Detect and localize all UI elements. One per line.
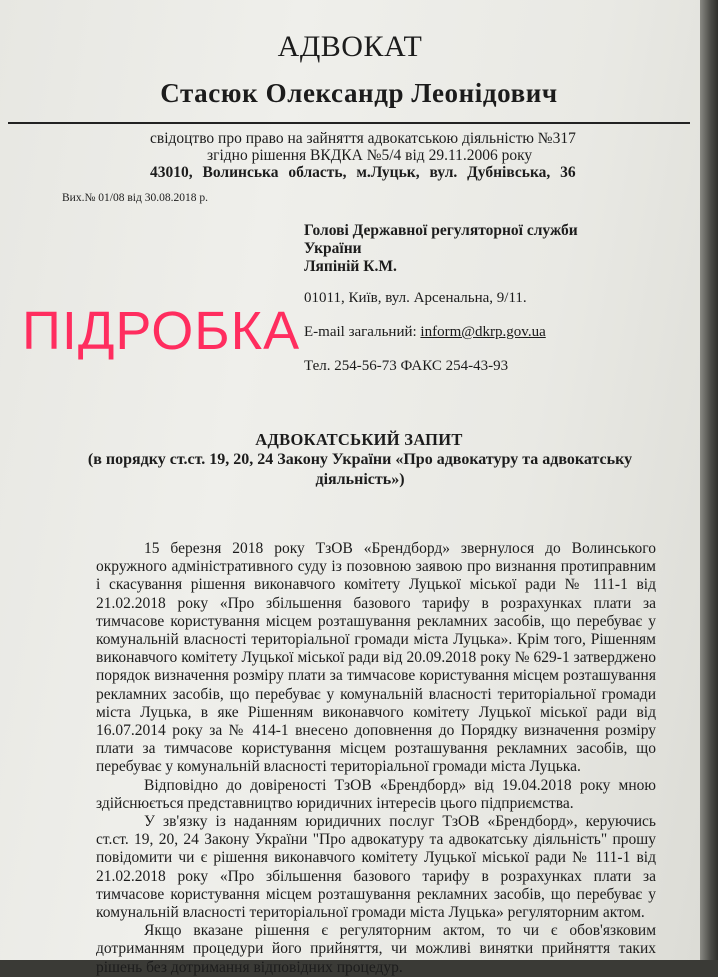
request-subtitle: (в порядку ст.ст. 19, 20, 24 Закону України «Про адвокатуру та адвокатську діяльність») — [87, 451, 633, 488]
paragraph: Відповідно до довіреності ТзОВ «Брендборд» від 19.04.2018 року мною здійснюється представництво юридичних інтересів цього підприємства. — [96, 776, 656, 812]
header-divider — [8, 122, 690, 124]
background-edge — [700, 0, 718, 960]
email-label: E-mail загальний: — [304, 324, 421, 340]
certificate-decision-line: згідно рішення ВКДКА №5/4 від 29.11.2006 року — [207, 147, 533, 164]
addressee-block — [304, 222, 604, 276]
lawyer-name: Стасюк Олександр Леонідович — [160, 78, 558, 108]
paragraph: У зв'язку із наданням юридичних послуг ТзОВ «Брендборд», керуючись ст.ст. 19, 20, 24 Закону України "Про адвокатуру та адвокатську діяльність" прошу повідомити чи є рішення виконавчого комітету Луцької міської ради № 111-1 від 21.02.2018 року «Про збільшення базового тарифу в розрахунках плати за тимчасове користування місцем розташування рекламних засобів, що перебуває у комунальній власності територіальної громади міста Луцька» регуляторним актом. — [96, 813, 656, 922]
addressee-country: України — [304, 240, 362, 257]
addressee-address: 01011, Київ, вул. Арсенальна, 9/11. — [304, 290, 527, 306]
paragraph: 15 березня 2018 року ТзОВ «Брендборд» звернулося до Волинського окружного адміністративного суду із позовною заявою про визнання протиправним і скасування рішення виконавчого комітету Луцької міської ради № 111-1 від 21.02.2018 року «Про збільшення базового тарифу в розрахунках плати за тимчасове користування місцем розташування рекламних засобів, що перебуває у комунальній власності територіальної громади міста Луцька». Крім того, Рішенням виконавчого комітету Луцької міської ради від 20.09.2018 року № 629-1 затверджено порядок визначення розміру плати за тимчасове користування місцем розташування рекламних засобів, що перебуває у комунальній власності територіальної громади міста Луцька, в яке Рішенням виконавчого комітету Луцької міської ради від 16.07.2014 року за № 414-1 внесено доповнення до Порядку визначення розміру плати за тимчасове користування місцем розташування рекламних засобів, що перебуває у комунальній власності територіальної громади міста Луцька. — [96, 540, 656, 776]
email-link[interactable]: inform@dkrp.gov.ua — [420, 324, 546, 340]
outgoing-number: Вих.№ 01/08 від 30.08.2018 р. — [62, 192, 208, 204]
certificate-block — [150, 130, 670, 181]
request-title: АДВОКАТСЬКИЙ ЗАПИТ — [255, 430, 463, 449]
request-body — [96, 540, 656, 977]
lawyer-address: 43010, Волинська область, м.Луцьк, вул. Дубнівська, 36 — [150, 164, 576, 181]
addressee-name: Ляпіній К.М. — [304, 258, 397, 275]
certificate-line: свідоцтво про право на зайняття адвокатською діяльністю №317 — [150, 130, 576, 147]
addressee-email-line — [304, 324, 546, 341]
addressee-position: Голові Державної регуляторної служби — [304, 222, 578, 239]
forgery-stamp: ПІДРОБКА — [22, 301, 301, 361]
paragraph: Якщо вказане рішення є регуляторним актом, то чи є обов'язковим дотриманням процедури його прийняття, чи можливі винятки прийняття таких рішень без дотримання відповідних процедур. — [96, 922, 656, 976]
addressee-phone: Тел. 254-56-73 ФАКС 254-43-93 — [304, 358, 509, 374]
document-title: АДВОКАТ — [277, 30, 423, 63]
